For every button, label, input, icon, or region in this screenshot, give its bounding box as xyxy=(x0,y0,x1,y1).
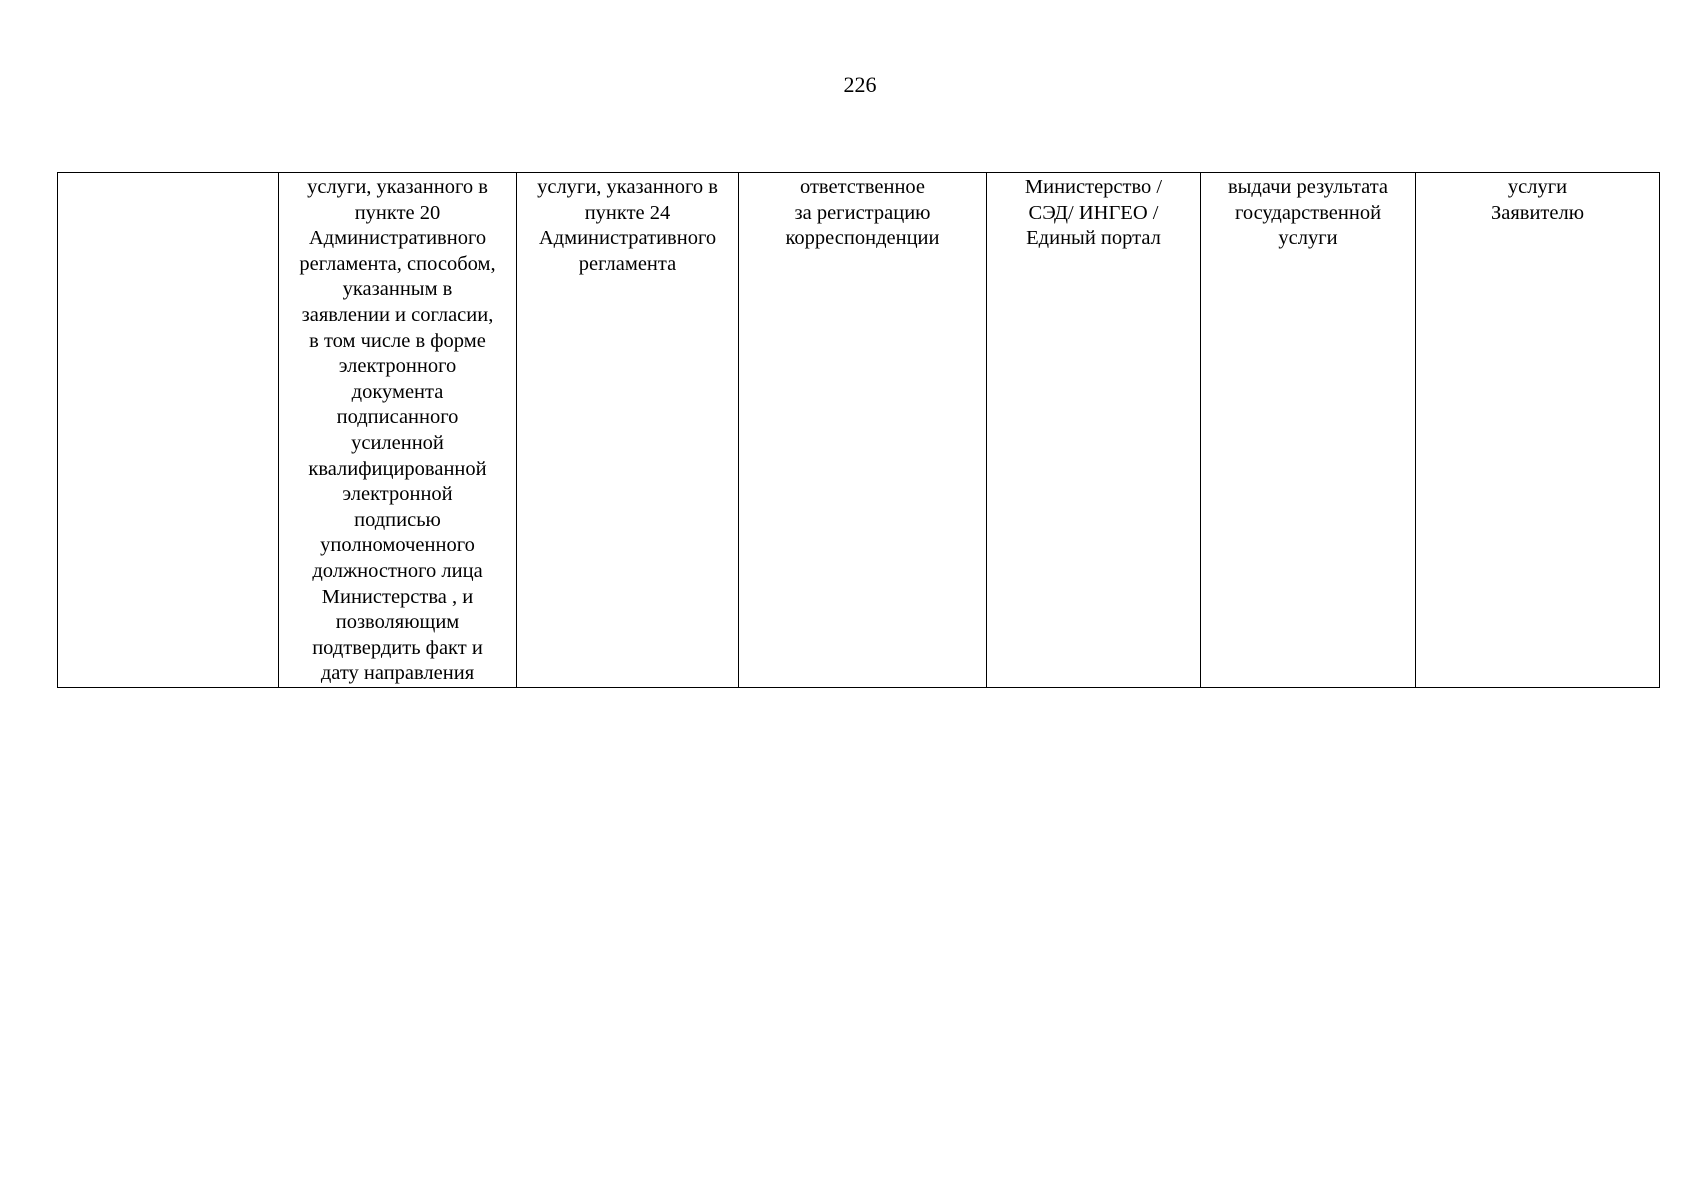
page-number: 226 xyxy=(843,72,877,97)
table-cell-6 xyxy=(1201,173,1416,688)
cell-text-line: Министерство / xyxy=(1024,176,1163,198)
cell-text-line: услуги, указанного в xyxy=(537,176,718,198)
cell-text-line: пункте 24 xyxy=(584,201,671,224)
table-cell-7 xyxy=(1416,173,1660,688)
cell-text-line: пункте 20 xyxy=(354,201,441,224)
cell-text-line: электронного xyxy=(338,355,457,378)
table-cell-3 xyxy=(517,173,739,688)
cell-text-line: Административного xyxy=(538,227,717,250)
cell-text-line: должностного лица xyxy=(312,559,483,582)
cell-text-line: подтвердить факт и xyxy=(312,636,483,659)
cell-text-line: заявлении и согласии, xyxy=(301,303,494,326)
cell-text-line: выдачи результата xyxy=(1227,176,1389,198)
cell-text-line: Единый портал xyxy=(1026,227,1161,250)
table-cell-4 xyxy=(739,173,987,688)
cell-text-line: услуги xyxy=(1507,176,1568,198)
table-cell-5 xyxy=(987,173,1201,688)
cell-text-line: подписанного xyxy=(336,406,459,429)
document-table xyxy=(57,172,1660,688)
cell-text-line: услуги, указанного в xyxy=(307,176,488,198)
cell-text-line: документа xyxy=(351,380,444,403)
cell-text-line: Заявителю xyxy=(1490,201,1585,224)
table-cell-1 xyxy=(58,173,279,688)
cell-text-line: указанным в xyxy=(342,278,453,301)
cell-text-line: ответственное xyxy=(799,176,926,198)
cell-text-line: позволяющим xyxy=(335,611,460,634)
cell-text-line: квалифицированной xyxy=(308,457,487,480)
cell-text-line: дату направления xyxy=(320,662,475,685)
cell-text-line: Административного xyxy=(308,227,487,250)
table-row xyxy=(58,173,1660,688)
cell-text-line: государственной xyxy=(1234,201,1382,224)
cell-text-line: услуги xyxy=(1278,227,1338,250)
cell-text-line: уполномоченного xyxy=(320,534,475,557)
table-cell-2 xyxy=(279,173,517,688)
cell-text-line: СЭД/ ИНГЕО / xyxy=(1028,201,1159,224)
cell-text-line: регламента, способом, xyxy=(299,252,496,275)
cell-text-line: Министерства , и xyxy=(321,585,474,608)
cell-text-line: усиленной xyxy=(351,431,444,454)
cell-text-line: за регистрацию xyxy=(794,201,931,224)
cell-text-line: регламента xyxy=(578,252,677,275)
cell-text-line: подписью xyxy=(354,508,441,531)
cell-text-line: электронной xyxy=(342,483,453,506)
cell-text-line: в том числе в форме xyxy=(309,329,486,352)
cell-text-line: корреспонденции xyxy=(785,227,940,250)
